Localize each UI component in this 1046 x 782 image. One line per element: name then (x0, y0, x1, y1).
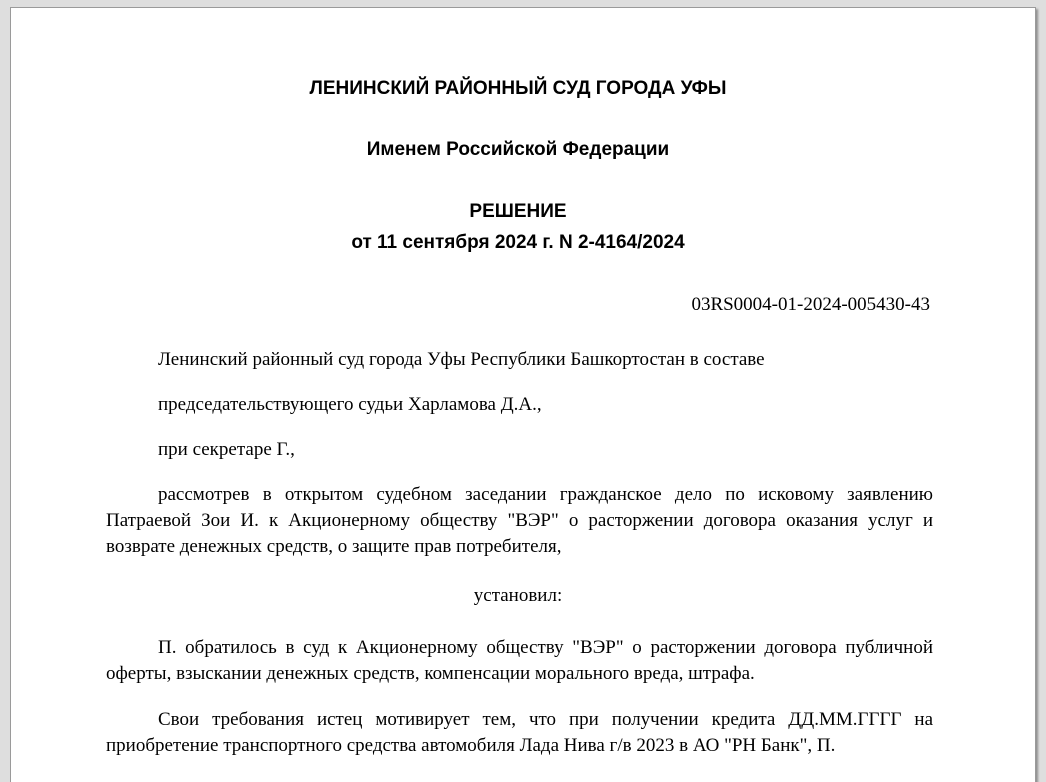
federation-line: Именем Российской Федерации (366, 139, 670, 160)
intro-line-secretary: при секретаре Г., (158, 439, 295, 460)
decision-title: РЕШЕНИЕ (469, 201, 567, 222)
court-name-heading: ЛЕНИНСКИЙ РАЙОННЫЙ СУД ГОРОДА УФЫ (309, 78, 727, 99)
decision-date-number: от 11 сентября 2024 г. N 2-4164/2024 (351, 232, 685, 253)
document-page (10, 7, 1036, 782)
paragraph-considered: рассмотрев в открытом судебном заседании гражданское дело по исковому заявлению Патраевой Зои И. к Акционерному обществу "ВЭР" о расторжении договора оказания услуг и возврате денежных средств, о защите прав потребителя, (106, 484, 933, 557)
intro-line-court: Ленинский районный суд города Уфы Республики Башкортостан в составе (158, 349, 765, 370)
paragraph-motivation: Свои требования истец мотивирует тем, что при получении кредита ДД.ММ.ГГГГ на приобретение транспортного средства автомобиля Лада Нива г/в 2023 в АО "РН Банк", П. (106, 709, 933, 756)
paragraph-claim: П. обратилось в суд к Акционерному обществу "ВЭР" о расторжении договора публичной оферты, взыскании денежных средств, компенсации морального вреда, штрафа. (106, 637, 933, 684)
intro-line-judge: председательствующего судьи Харламова Д.А., (158, 394, 542, 415)
established-heading: установил: (473, 585, 563, 606)
case-id: 03RS0004-01-2024-005430-43 (691, 294, 930, 315)
